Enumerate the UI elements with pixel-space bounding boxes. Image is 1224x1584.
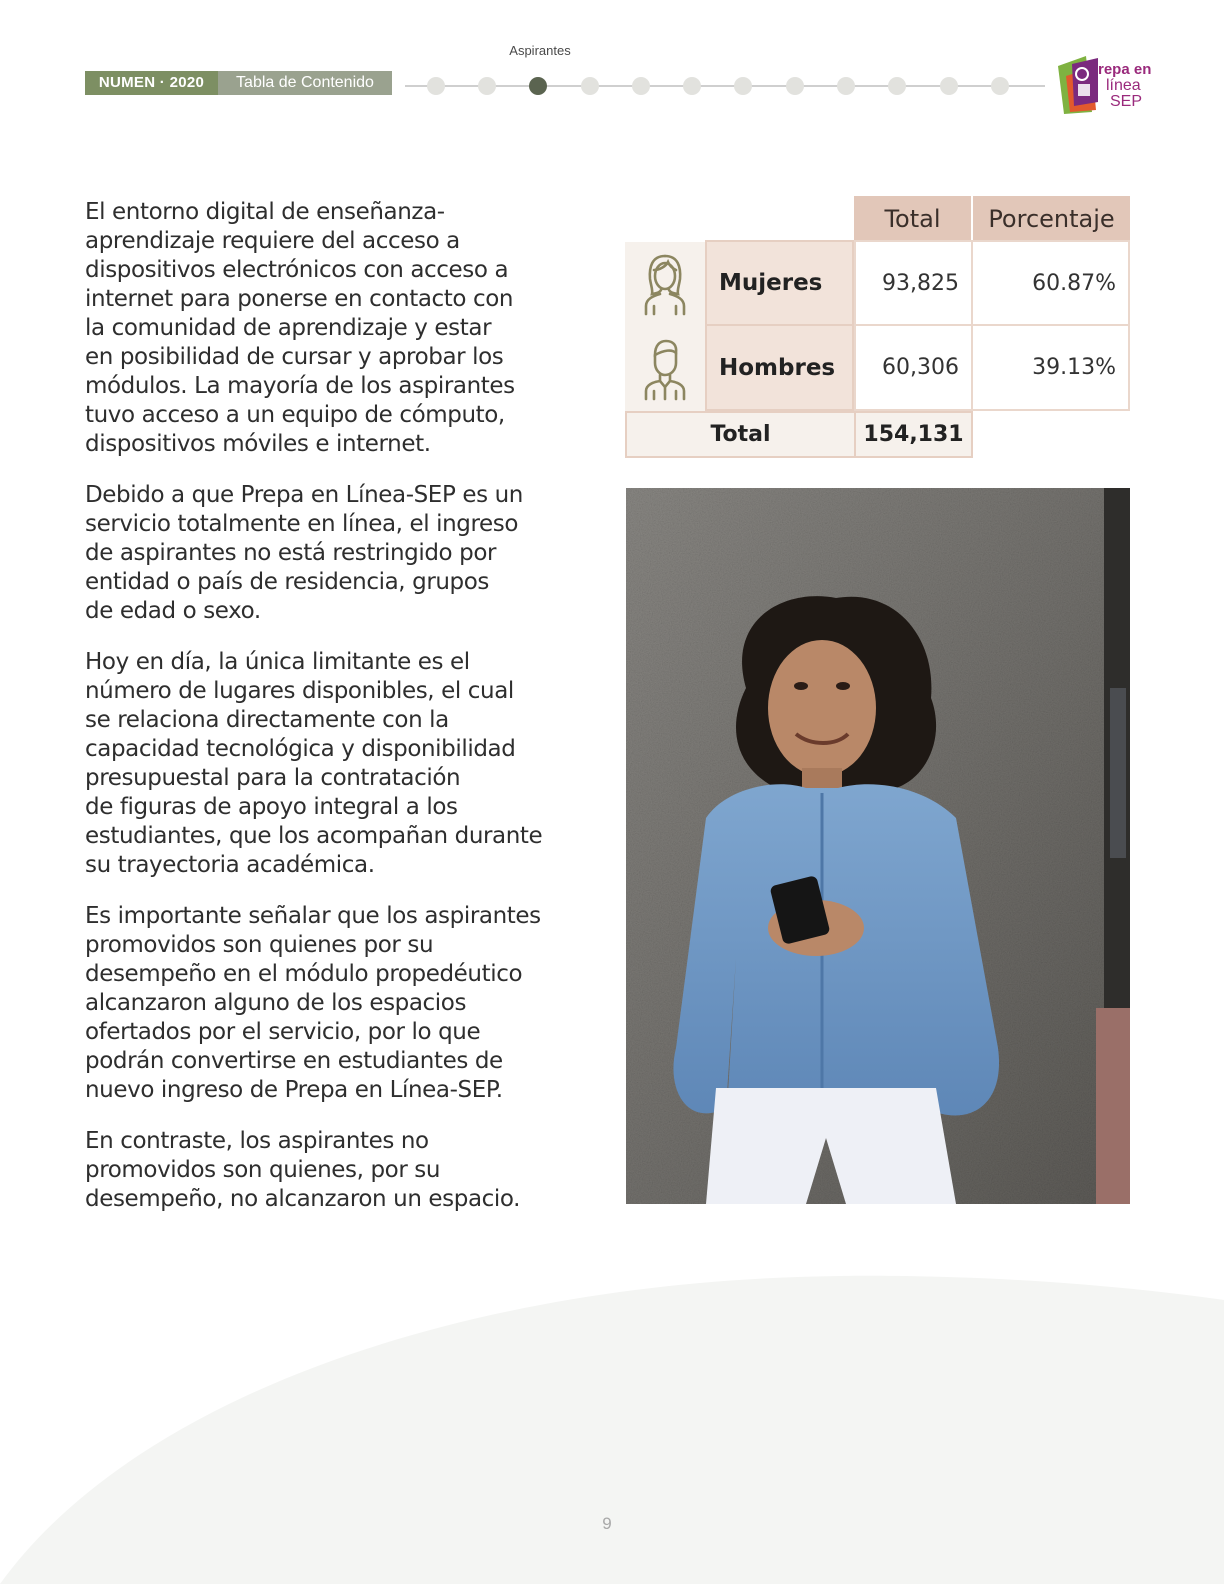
progress-step-7[interactable]	[734, 77, 752, 95]
photo-woman-with-phone	[626, 488, 1130, 1204]
progress-step-8[interactable]	[786, 77, 804, 95]
row-label-men: Hombres	[705, 324, 854, 411]
svg-text:repa en: repa en	[1098, 61, 1152, 78]
men-total: 60,306	[854, 324, 973, 411]
progress-step-4[interactable]	[581, 77, 599, 95]
table-of-contents-link[interactable]: Tabla de Contenido	[218, 71, 392, 95]
row-icon-cell	[625, 242, 705, 326]
progress-step-6[interactable]	[683, 77, 701, 95]
progress-step-11[interactable]	[940, 77, 958, 95]
footer-wave-decoration	[0, 1270, 1224, 1584]
progress-step-5[interactable]	[632, 77, 650, 95]
progress-step-9[interactable]	[837, 77, 855, 95]
paragraph-3: Hoy en día, la única limitante es el número de lugares disponibles, el cual se relaciona directamente con la capacidad tecnológica y disponibilidad presupuestal para la contratación de figuras de apoyo integral a los estudiantes, que los acompañan durante su trayectoria académica.	[85, 649, 543, 878]
progress-step-1[interactable]	[427, 77, 445, 95]
total-row	[625, 411, 973, 458]
paragraph-1: El entorno digital de enseñanza- aprendizaje requiere del acceso a dispositivos electrónicos con acceso a internet para ponerse en contacto con la comunidad de aprendizaje y estar en posibilidad de cursar y aprobar los módulos. La mayoría de los aspirantes tuvo acceso a un equipo de cómputo, dispositivos móviles e internet.	[85, 199, 515, 457]
men-percent: 39.13%	[971, 324, 1130, 411]
row-label-women: Mujeres	[705, 240, 854, 326]
applicants-by-sex-table	[625, 196, 1130, 461]
column-header-percent: Porcentaje	[973, 196, 1130, 242]
total-label: Total	[710, 422, 771, 447]
section-label: Aspirantes	[509, 43, 571, 58]
svg-text:línea: línea	[1106, 77, 1141, 94]
women-percent: 60.87%	[971, 240, 1130, 326]
woman-icon	[642, 252, 688, 316]
column-header-total: Total	[854, 196, 971, 242]
paragraph-4: Es importante señalar que los aspirantes promovidos son quienes por su desempeño en el módulo propedéutico alcanzaron alguno de los espacios ofertados por el servicio, por lo que podrán convertirse en estudiantes de nuevo ingreso de Prepa en Línea-SEP.	[85, 903, 541, 1103]
progress-step-3-active[interactable]	[529, 77, 547, 95]
progress-step-2[interactable]	[478, 77, 496, 95]
brand-badge: NUMEN · 2020	[85, 71, 218, 95]
svg-text:SEP: SEP	[1110, 93, 1143, 110]
progress-step-10[interactable]	[888, 77, 906, 95]
body-text	[85, 198, 585, 1236]
page-header	[0, 0, 1224, 130]
row-icon-cell	[625, 326, 705, 411]
page-number: 9	[602, 1514, 612, 1533]
progress-step-12[interactable]	[991, 77, 1009, 95]
women-total: 93,825	[854, 240, 973, 326]
total-value: 154,131	[854, 413, 971, 456]
paragraph-5: En contraste, los aspirantes no promovidos son quienes, por su desempeño, no alcanzaron un espacio.	[85, 1128, 521, 1212]
paragraph-2: Debido a que Prepa en Línea-SEP es un servicio totalmente en línea, el ingreso de aspirantes no está restringido por entidad o país de residencia, grupos de edad o sexo.	[85, 482, 523, 624]
man-icon	[642, 337, 688, 401]
prepa-en-linea-sep-logo	[1058, 54, 1152, 116]
